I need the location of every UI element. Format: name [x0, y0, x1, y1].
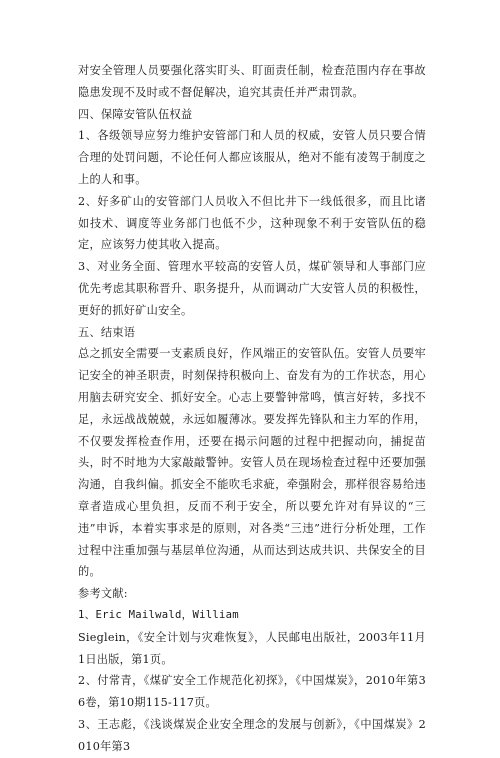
reference-3: 3、王志彪，《浅谈煤炭企业安全理念的发展与创新》，《中国煤炭》2010年第3: [78, 717, 426, 753]
paragraph-conclusion: 总之抓安全需要一支素质良好，作风端正的安管队伍。安管人员要牢记安全的神圣职责，时刻保持积极向上、奋发有为的工作状态，用心用脑去研究安全、抓好安全。心志上要警钟常鸣，慎言好转，多找不足，永远战战兢兢，永远如履薄冰。要发挥先锋队和主力军的作用，不仅要发挥检查作用，还要在揭示问题的过程中把握动向，捕捉苗头，时不时地为大家敲敲警钟。安管人员在现场检查过程中还要加强沟通，自我纠偏。抓安全不能吹毛求疵，牵强附会，那样很容易给违章者造成心里负担，反而不利于安全，所以要允许对有异议的“三违”申诉，本着实事求是的原则，对各类“三违”进行分析处理，工作过程中注重加强与基层单位沟通，从而达到达成共识、共保安全的目的。: [78, 347, 426, 579]
heading-section-five: 五、结束语: [78, 325, 136, 339]
paragraph-point-3: 3、对业务全面、管理水平较高的安管人员，煤矿领导和人事部门应优先考虑其职称晋升、职务提升，从而调动广大安管人员的积极性，更好的抓好矿山安全。: [78, 260, 426, 317]
paragraph-point-2: 2、好多矿山的安管部门人员收入不但比井下一线低很多，而且比诸如技术、调度等业务部门也低不少，这种现象不利于安管队伍的稳定，应该努力使其收入提高。: [78, 194, 426, 252]
paragraph-point-1: 1、各级领导应努力维护安管部门和人员的权威，安管人员只要合情合理的处罚问题，不论任何人都应该服从，绝对不能有凌驾于制度之上的人和事。: [78, 129, 426, 186]
paragraph-accountability: 对安全管理人员要强化落实盯头、盯面责任制，检查范围内存在事故隐患发现不及时或不督促解决，追究其责任并严肃罚款。: [78, 64, 426, 99]
reference-1-head: 1、Eric Mailwald，William: [78, 608, 239, 621]
heading-section-four: 四、保障安管队伍权益: [78, 107, 193, 121]
reference-2: 2、付常青，《煤矿安全工作规范化初探》，《中国煤炭》，2010年第36卷，第10期115-117页。: [78, 674, 426, 710]
references-heading: 参考文献:: [78, 587, 128, 601]
reference-1-body: Sieglein，《安全计划与灾难恢复》，人民邮电出版社，2003年11月1日出版，第1页。: [78, 630, 426, 666]
document-body: [78, 60, 426, 758]
